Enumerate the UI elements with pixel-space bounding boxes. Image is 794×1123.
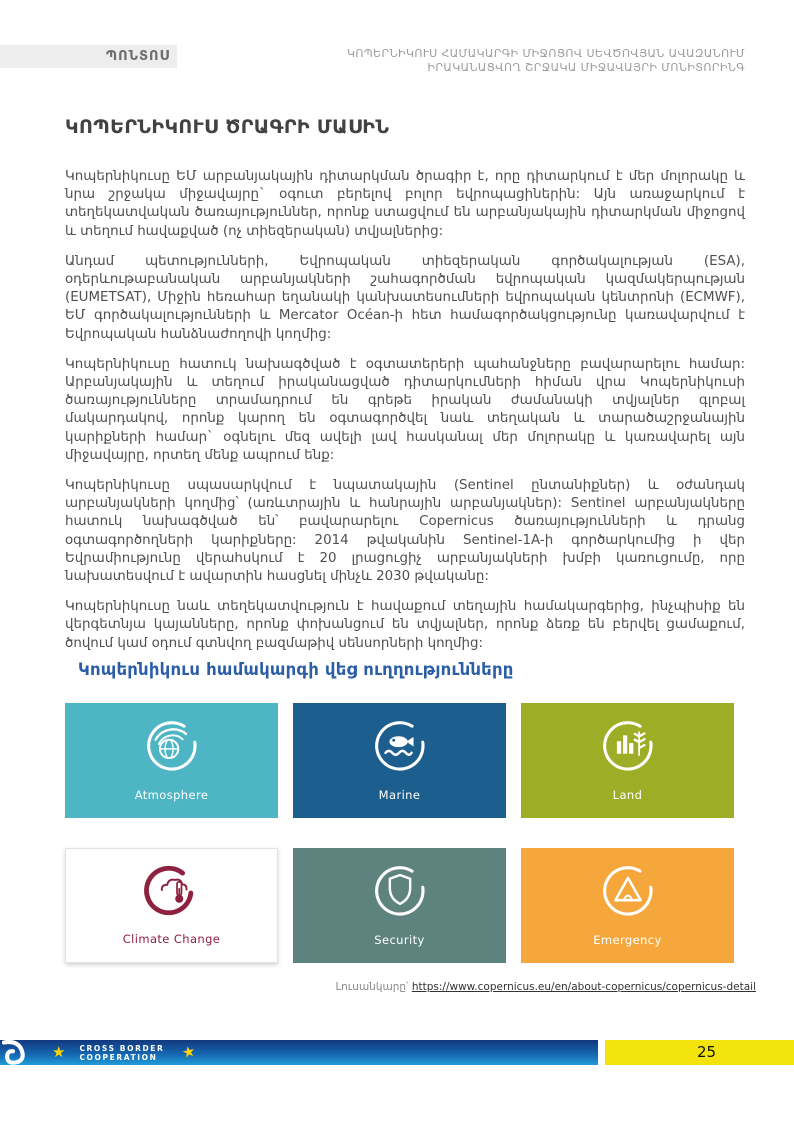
cbc-logo-line2: COOPERATION [79, 1052, 158, 1062]
image-source-line [335, 981, 756, 993]
emergency-tent-icon [599, 862, 657, 920]
tile-label: Security [374, 933, 425, 947]
footer-bar [0, 1040, 598, 1065]
tile-label: Atmosphere [134, 788, 209, 802]
paragraph-5: Կոպերնիկուսը նաև տեղեկատվություն է հավաքում տեղային համակարգերից, ինչպիսիք են վերգետնյա կայանները, որոնք փոխանցում են տվյալներ, որոնք ձեռք են բերվել ցամաքում, ծովում կամ օդում գտնվող բազմաթիվ սենսորների կողմից: [65, 599, 745, 651]
tile-marine [293, 703, 506, 818]
header-subtitle-line1: ԿՈՊԵՐՆԻԿՈՒՍ ՀԱՄԱԿԱՐԳԻ ՄԻՋՈՑՈՎ ՍԵՎԾՈՎՅԱՆ ԱՎԱԶԱՆՈՒՄ [346, 47, 745, 60]
section-subtitle: Կոպերնիկուս համակարգի վեց ուղղությունները [78, 660, 514, 679]
paragraph-4: Կոպերնիկուսը սպասարկվում է նպատակային (Sentinel ընտանիքներ) և օժանդակ արբանյակների կողմից՝ (առևտրային և հանրային արբանյակներ): Sentinel արբանյակները հատուկ նախագծված են՝ բավարարելու Copernicus ծառայությունների և դրանց օգտագործողների կարիքները: 2014 թվականին Sentinel-1A-ի գործարկումից ի վեր Եվրամիությունը վերահսկում է 20 լրացուցիչ արբանյակների խմբի կառուցումը, որը նախատեսվում է ավարտին հասցնել մինչև 2030 թվականը: [65, 478, 745, 585]
body-text [65, 168, 745, 665]
eu-star-icon: ★ [180, 1041, 198, 1063]
paragraph-1: Կոպերնիկուսը ԵՄ արբանյակային դիտարկման ծրագիր է, որը դիտարկում է մեր մոլորակը և նրա շրջակա միջավայրը` օգուտ բերելով բոլոր եվրոպացիներին: Այն առաջարկում է տեղեկատվական ծառայություններ, որոնք ստացվում են արբանյակային դիտարկման միջոցով և տեղում հավաքված (ոչ տիեզերական) տվյալներից: [65, 169, 745, 239]
marine-fish-icon [371, 717, 429, 775]
paragraph-2: Անդամ պետությունների, Եվրոպական տիեզերական գործակալության (ESA), օդերևութաբանական արբանյակների շահագործման եվրոպական կազմակերպության (EUMETSAT), Միջին հեռահար եղանակի կանխատեսումների եվրոպական կենտրոնի (ECMWF), ԵՄ գործակալությունների և Mercator Océan-ի հետ համագործակցությունը կառավարվում է Եվրոպական հանձնաժողովի կողմից: [65, 253, 745, 342]
security-shield-icon [371, 862, 429, 920]
tile-atmosphere [65, 703, 278, 818]
page-title: ԿՈՊԵՐՆԻԿՈՒՍ ԾՐԱԳՐԻ ՄԱՍԻՆ [65, 116, 390, 138]
land-agriculture-icon [599, 717, 657, 775]
cbc-swirl-logo-icon [2, 1040, 44, 1065]
eu-star-icon: ★ [52, 1043, 66, 1061]
tile-emergency [521, 848, 734, 963]
cbc-logo-text [79, 1044, 164, 1062]
atmosphere-globe-icon [143, 717, 201, 775]
header-subtitle [347, 47, 745, 75]
tile-climate-change [65, 848, 278, 963]
tile-label: Land [612, 788, 643, 802]
tile-land [521, 703, 734, 818]
header-subtitle-line2: ԻՐԱԿԱՆԱՑՎՈՂ ՇՐՋԱԿԱ ՄԻՋԱՎԱՅՐԻ ՄՈՆԻՏՈՐԻՆԳ [427, 61, 745, 74]
tile-security [293, 848, 506, 963]
tile-label: Climate Change [122, 932, 221, 946]
tile-label: Emergency [593, 933, 662, 947]
copernicus-services-grid [65, 703, 734, 963]
brand-box: ՊՈՆՏՈՍ [0, 45, 177, 68]
tile-label: Marine [378, 788, 421, 802]
source-link[interactable]: https://www.copernicus.eu/en/about-copernicus/copernicus-detail [411, 981, 756, 993]
climate-cloud-thermometer-icon [143, 863, 201, 921]
cbc-logo-line1: CROSS BORDER [79, 1043, 165, 1053]
source-prefix: Լուսանկարը՝ [335, 981, 412, 993]
paragraph-3: Կոպերնիկուսը հատուկ նախագծված է օգտատերերի պահանջները բավարարելու համար: Արբանյակային և տեղում իրականացված դիտարկումների հիման վրա Կոպերնիկուսի ծառայությունները տրամադրում են գրեթե իրական ժամանակի տվյալներ գլոբալ մակարդակով, որոնք կարող են օգտագործվել նաև տեղական և տարածաշրջանային կարիքների համար` օգնելու մեզ ավելի լավ հասկանալ մեր մոլորակը և կառավարել այն միջավայրը, որտեղ մենք ապրում ենք: [65, 356, 745, 463]
page-number: 25 [605, 1040, 794, 1065]
